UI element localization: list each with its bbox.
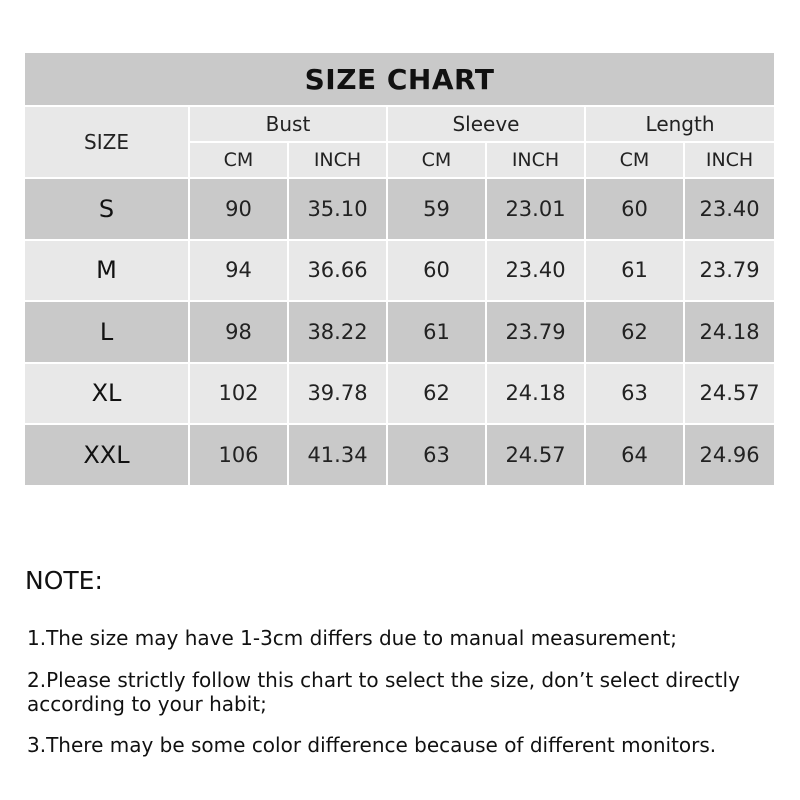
value-cell: 62 [386,362,485,424]
chart-title: SIZE CHART [25,53,774,105]
unit-header: CM [584,141,683,177]
group-header-row [25,105,774,141]
value-cell: 41.34 [287,423,386,485]
value-cell: 62 [584,300,683,362]
table-row [25,300,774,362]
value-cell: 60 [584,177,683,239]
value-cell: 23.79 [485,300,584,362]
value-cell: 38.22 [287,300,386,362]
note-line-2: 2.Please strictly follow this chart to select the size, don’t select directly according to your habit; [27,668,740,716]
table-row [25,239,774,301]
size-column-header: SIZE [25,105,188,177]
title-row [25,53,774,105]
unit-header: INCH [485,141,584,177]
unit-header: INCH [287,141,386,177]
value-cell: 59 [386,177,485,239]
value-cell: 64 [584,423,683,485]
unit-header: INCH [683,141,774,177]
value-cell: 106 [188,423,287,485]
value-cell: 35.10 [287,177,386,239]
size-cell: S [25,177,188,239]
size-chart-table [25,53,774,485]
group-header-bust: Bust [188,105,386,141]
value-cell: 39.78 [287,362,386,424]
value-cell: 98 [188,300,287,362]
group-header-length: Length [584,105,774,141]
table-row [25,362,774,424]
value-cell: 23.01 [485,177,584,239]
value-cell: 24.57 [683,362,774,424]
value-cell: 24.18 [683,300,774,362]
value-cell: 61 [584,239,683,301]
size-cell: XL [25,362,188,424]
table-row [25,177,774,239]
table-row [25,423,774,485]
value-cell: 23.40 [683,177,774,239]
notes-title: NOTE: [25,566,103,595]
value-cell: 102 [188,362,287,424]
value-cell: 90 [188,177,287,239]
unit-header: CM [188,141,287,177]
size-cell: M [25,239,188,301]
value-cell: 61 [386,300,485,362]
unit-header: CM [386,141,485,177]
value-cell: 23.40 [485,239,584,301]
value-cell: 36.66 [287,239,386,301]
size-cell: XXL [25,423,188,485]
value-cell: 23.79 [683,239,774,301]
value-cell: 63 [584,362,683,424]
note-line-1: 1.The size may have 1-3cm differs due to manual measurement; [27,626,677,650]
value-cell: 24.18 [485,362,584,424]
size-cell: L [25,300,188,362]
note-line-3: 3.There may be some color difference because of different monitors. [27,733,717,757]
value-cell: 24.57 [485,423,584,485]
value-cell: 63 [386,423,485,485]
value-cell: 60 [386,239,485,301]
group-header-sleeve: Sleeve [386,105,584,141]
value-cell: 24.96 [683,423,774,485]
value-cell: 94 [188,239,287,301]
